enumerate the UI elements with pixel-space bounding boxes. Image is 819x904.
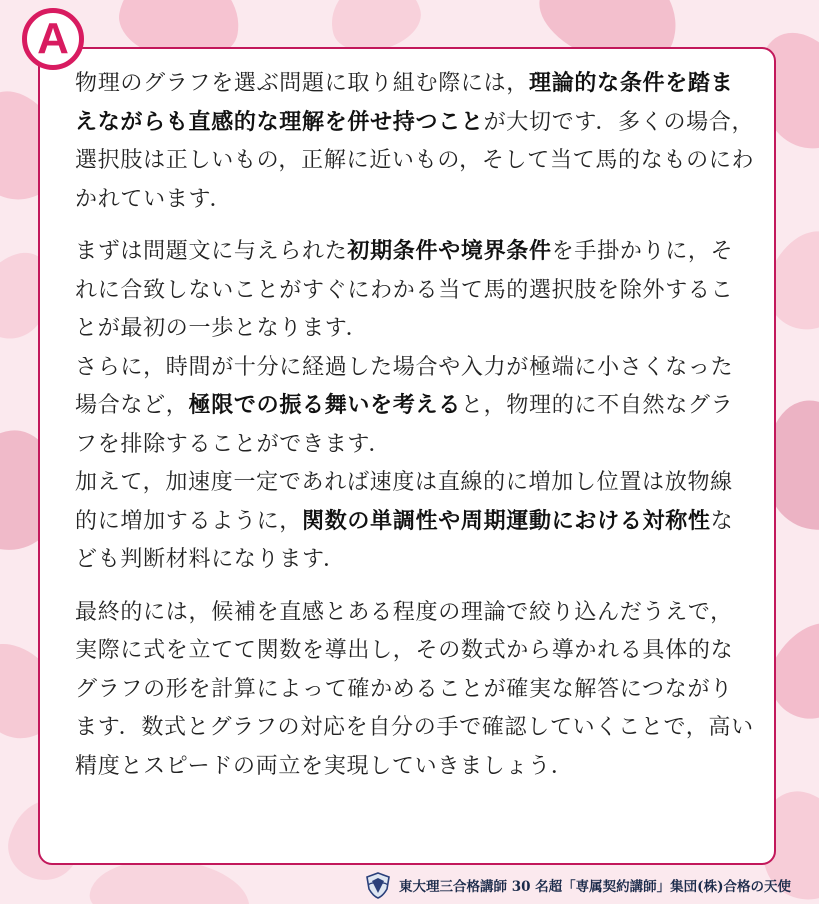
paragraph [75,349,755,465]
text-segment: 物理のグラフを選ぶ問題に取り組む際には， [75,71,530,96]
emphasis-text: 初期条件や境界条件 [347,239,552,264]
emphasis-text: 理論的な条件を踏まえながらも直感的な理解を併せ持つこと [75,71,734,135]
emphasis-text: 関数の単調性や周期運動における対称性 [302,508,711,534]
text-segment: なども判断材料になります． [75,508,734,572]
emphasis-text: 極限での振る舞いを考える [188,393,461,418]
text-segment: を手掛かりに，それに合致しないことがすぐにわかる当て馬的選択肢を除外することが最初の一歩となります． [75,239,734,341]
section-badge: A [22,8,84,70]
text-segment: さらに，時間が十分に経過した場合や入力が極端に小さくなった場合など， [75,354,734,418]
footer-text: 東大理三合格講師 30 名超「専属契約講師」集団(株)合格の天使 [399,879,791,895]
text-segment: 最終的には，候補を直感とある程度の理論で絞り込んだうえで，実際に式を立てて関数を導出し，その数式から導かれる具体的なグラフの形を計算によって確かめることが確実な解答につながります．数式とグラフの対応を自分の手で確認していくことで，高い精度とスピードの両立を実現していきましょう． [75,599,754,779]
text-segment: が大切です．多くの場合，選択肢は正しいもの，正解に近いもの，そして当て馬的なものにわかれています． [75,109,755,212]
crest-icon [365,871,391,899]
footer [365,870,791,900]
text-segment: 加えて，加速度一定であれば速度は直線的に増加し位置は放物線的に増加するように， [75,470,733,534]
paragraph [75,594,755,787]
body-text [75,65,755,786]
text-segment: まずは問題文に与えられた [75,239,348,264]
paragraph [75,65,755,219]
paragraph [75,464,755,580]
paragraph [75,233,755,349]
text-segment: と，物理的に不自然なグラフを排除することができます． [75,393,734,457]
